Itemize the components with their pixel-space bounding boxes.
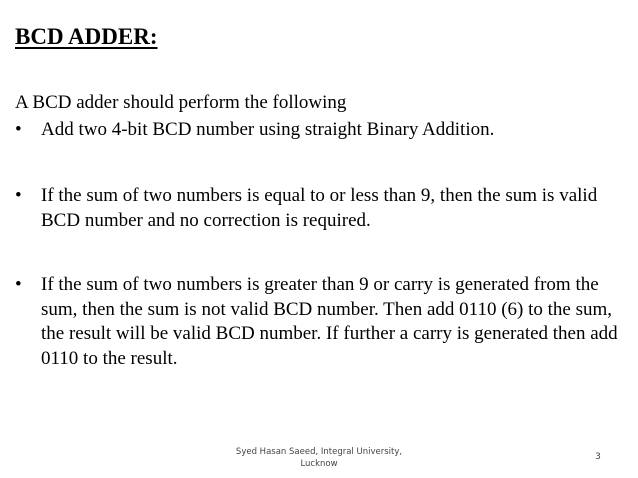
- bullet-icon: •: [15, 185, 22, 206]
- bullet-item-3: [15, 273, 625, 371]
- bullet-text: If the sum of two numbers is greater than 9 or carry is generated from the sum, then the sum is not valid BCD number. Then add 0110 (6) to the sum, the result will be valid BCD number. If further a carry is generated then add 0110 to the result.: [41, 274, 618, 369]
- footer-credit: [219, 446, 419, 470]
- bullet-text: Add two 4-bit BCD number using straight Binary Addition.: [41, 119, 495, 140]
- slide-title: BCD ADDER:: [15, 24, 158, 49]
- footer-line-2: Lucknow: [300, 459, 338, 469]
- bullet-text: If the sum of two numbers is equal to or less than 9, then the sum is valid BCD number and no correction is required.: [41, 185, 598, 231]
- page-number: 3: [595, 452, 601, 462]
- bullet-icon: •: [15, 119, 22, 140]
- bullet-icon: •: [15, 274, 22, 295]
- bullet-item-1: [15, 118, 625, 143]
- bullet-item-2: [15, 184, 625, 233]
- footer-line-1: Syed Hasan Saeed, Integral University,: [235, 447, 403, 457]
- intro-text: A BCD adder should perform the following: [15, 92, 347, 113]
